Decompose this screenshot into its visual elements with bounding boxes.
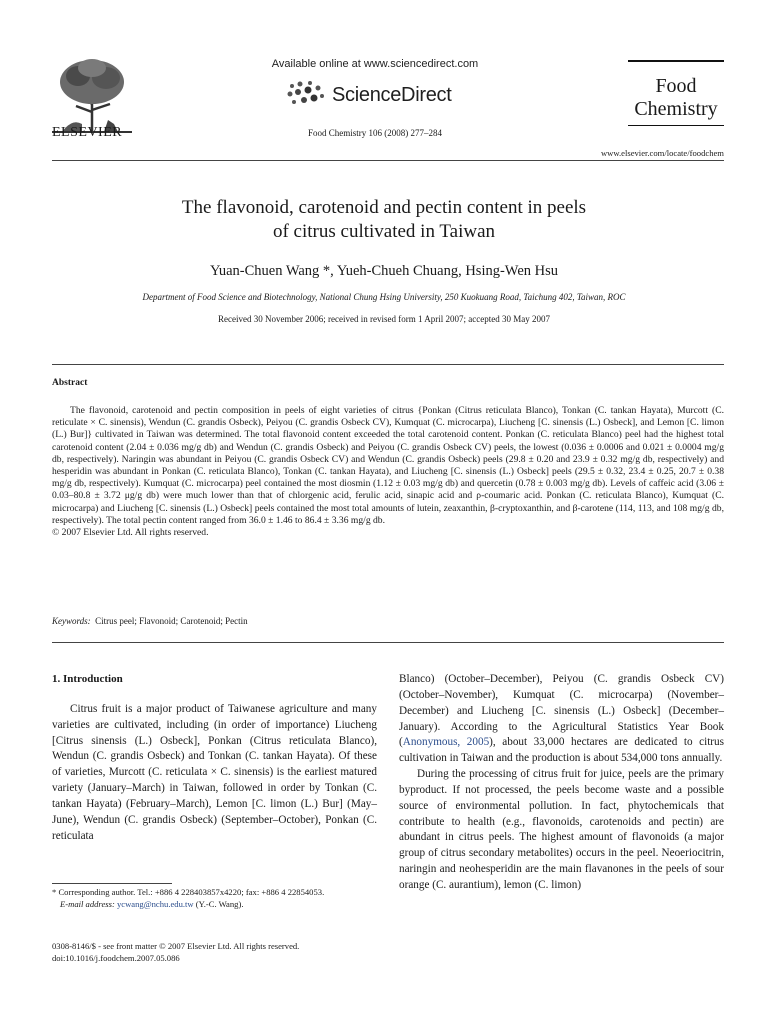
abstract-heading: Abstract bbox=[52, 378, 88, 388]
sciencedirect-dots-icon bbox=[286, 80, 328, 108]
header-divider bbox=[52, 160, 724, 161]
journal-title-line2: Chemistry bbox=[634, 98, 718, 120]
email-suffix: (Y.-C. Wang). bbox=[195, 899, 244, 909]
keywords-values: Citrus peel; Flavonoid; Carotenoid; Pectin bbox=[95, 616, 248, 626]
publisher-name: ELSEVIER bbox=[52, 125, 123, 140]
right-column bbox=[399, 672, 724, 894]
author-affiliation: Department of Food Science and Biotechnology, National Chung Hsing University, 250 Kuokuang Road, Taichung 402, Taiwan, ROC bbox=[142, 292, 626, 302]
intro-paragraph-1: Citrus fruit is a major product of Taiwanese agriculture and many varieties are cultivated, including (in order of importance) Liucheng [Citrus sinensis (L.) Osbeck], Ponkan (Citrus reticulata Blanco), Wendun (C. grandis Osbeck) and Tonkan (C. tankan Hayata). Of these of varieties, Murcott (C. reticulata × C. sinensis) is the earliest matured variety (January–March) in Taiwan, followed in order by Tonkan (C. tankan Hayata) (February–March), Lemon [C. limon (L.) Bur] (May–June), Wendun (C. grandis Osbeck) (September–October), Ponkan (C. reticulata bbox=[52, 702, 377, 842]
abstract-divider-top bbox=[52, 364, 724, 365]
keywords-label: Keywords: bbox=[52, 616, 91, 626]
doi-line[interactable]: doi:10.1016/j.foodchem.2007.05.086 bbox=[52, 953, 180, 963]
sciencedirect-logo-text[interactable]: ScienceDirect bbox=[332, 84, 452, 106]
email-link[interactable]: ycwang@nchu.edu.tw bbox=[116, 899, 194, 909]
journal-title-rule-top bbox=[628, 60, 724, 62]
available-online-text[interactable]: Available online at www.sciencedirect.com bbox=[271, 58, 479, 70]
journal-reference: Food Chemistry 106 (2008) 277–284 bbox=[308, 128, 442, 138]
footnote-divider bbox=[52, 883, 172, 884]
article-title-line1: The flavonoid, carotenoid and pectin content in peels bbox=[181, 197, 587, 218]
left-column bbox=[52, 672, 377, 844]
intro-paragraph-1-continued bbox=[399, 672, 724, 767]
abstract-body bbox=[52, 405, 724, 539]
intro-text-a: Blanco) (October–December), Peiyou (C. grandis Osbeck CV) (October–November), Kumquat (C. microcarpa) (November–December) and Liucheng [C. sinensis (L.) Osbeck] (December–January). According to the Agricultural Statistics Year Book ( bbox=[399, 673, 724, 749]
journal-url[interactable]: www.elsevier.com/locate/foodchem bbox=[600, 148, 724, 158]
article-authors: Yuan-Chuen Wang *, Yueh-Chueh Chuang, Hsing-Wen Hsu bbox=[209, 263, 559, 279]
journal-title-rule-bottom bbox=[628, 125, 724, 126]
footnote bbox=[52, 886, 377, 910]
front-matter bbox=[52, 940, 382, 964]
article-title-line2: of citrus cultivated in Taiwan bbox=[272, 221, 496, 242]
corresponding-author-note: * Corresponding author. Tel.: +886 4 228403857x4220; fax: +886 4 22854053. bbox=[52, 887, 325, 897]
intro-paragraph-2: During the processing of citrus fruit for juice, peels are the primary byproduct. If not processed, the peels become waste and a possible source of environmental pollution. In fact, phytochemicals that contribute to health (e.g., flavonoids, carotenoids and pectin) are abundant in citrus peels. The highest amount of flavonoids (a major group of citrus secondary metabolites) occurs in the peel. Neoeriocitrin, naringin and neohesperidin are the main flavanones in the peels of sour orange (C. aurantium), lemon (C. limon) bbox=[399, 768, 724, 891]
email-label: E-mail address: bbox=[60, 899, 115, 909]
abstract-text: The flavonoid, carotenoid and pectin composition in peels of eight varieties of citrus {Ponkan (Citrus reticulata Blanco), Tonkan (C. tankan Hayata), Murcott (C. reticulate × C. sinensis), Wendun (C. grandis Osbeck), Peiyou (C. grandis Osbeck CV), Kumquat (C. microcarpa), Liucheng [C. sinensis (L.) Osbeck], and Lemon [C. limon (L.) Bur]} cultivated in Taiwan was determined. The total flavonoid content exceeded the total carotenoid content. Ponkan (C. reticulata Blanco) peel had the highest total carotenoid content (2.04 ± 0.036 mg/g db) and Wendun (C. grandis Osbeck) and Peiyou (C. grandis Osbeck CV) peels, the lowest (0.036 ± 0.0006 and 0.021 ± 0.0004 mg/g db, respectively). Naringin was abundant in Peiyou (C. grandis Osbeck CV) and Wendun (C. grandis Osbeck) peels (29.8 ± 0.20 and 23.9 ± 0.32 mg/g db, respectively) and hesperidin was abundant in Ponkan (C. reticulata Blanco), Tonkan (C. tankan Hayata), and Liucheng [C. sinensis (L.) Osbeck] peels (29.5 ± 0.32, 23.4 ± 0.25, 20.7 ± 0.38 mg/g db, respectively). Kumquat (C. microcarpa) peel contained the most diosmin (1.12 ± 0.03 mg/g db) and quercetin (0.78 ± 0.003 mg/g db). Levels of caffeic acid (3.06 ± 0.03–80.8 ± 3.72 μg/g db) were much lower than that of chlorgenic acid, ferulic acid, sinapic acid and ρ-coumaric acid. Ponkan (C. reticulata Blanco), Kumquat (C. microcarpa) and Liucheng [C. sinensis (L.) Osbeck] peels contained the most total amounts of lutein, zeaxanthin, β-cryptoxanthin, and β-carotene (114, 113, and 108 mg/g db, respectively). The total pectin content ranged from 36.0 ± 1.46 to 86.4 ± 3.36 mg/g db. bbox=[52, 405, 724, 526]
section-heading-introduction: 1. Introduction bbox=[52, 673, 123, 685]
keywords-line bbox=[52, 616, 248, 626]
issn-line: 0308-8146/$ - see front matter © 2007 Elsevier Ltd. All rights reserved. bbox=[52, 941, 300, 951]
abstract-copyright: © 2007 Elsevier Ltd. All rights reserved. bbox=[52, 527, 209, 539]
journal-title-line1: Food bbox=[655, 75, 697, 97]
intro-text-b: ), about 33,000 hectares are dedicated to citrus cultivation in Taiwan and the production is about 534,000 tons annually. bbox=[399, 736, 724, 765]
received-dates: Received 30 November 2006; received in revised form 1 April 2007; accepted 30 May 2007 bbox=[218, 314, 550, 324]
citation-link-anonymous-2005[interactable]: Anonymous, 2005 bbox=[402, 736, 490, 749]
abstract-divider-bottom bbox=[52, 642, 724, 643]
